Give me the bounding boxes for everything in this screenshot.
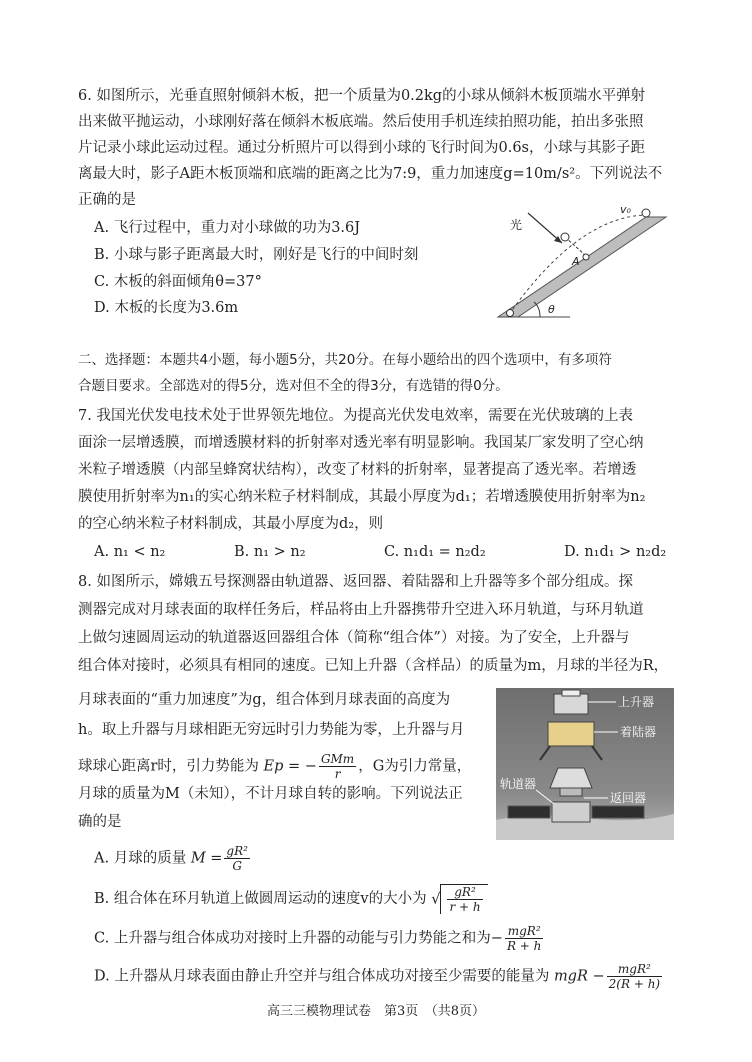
q8-line-3: 上做匀速圆周运动的轨道器返回器组合体（简称“组合体”）对接。为了安全，上升器与 — [78, 630, 630, 646]
q8-option-c-den: R + h — [506, 939, 542, 953]
q8-option-c-sign: − — [490, 930, 503, 947]
q8-option-d-fraction — [607, 962, 662, 991]
q6-line-3: 片记录小球此运动过程。通过分析照片可以得到小球的飞行时间为0.6s，小球与其影子距 — [78, 140, 645, 156]
q8-line-6: h。取上升器与月球相距无穷远时引力势能为零，上升器与月 — [78, 722, 465, 738]
ep-formula-fraction — [319, 752, 356, 781]
q8-option-b — [94, 884, 488, 914]
q7-line-2: 面涂一层增透膜，而增透膜材料的折射率对透光率有明显影响。我国某厂家发明了空心纳 — [78, 435, 644, 451]
q8-option-c-num: mgR² — [505, 924, 543, 939]
q8-option-d-lhs: mgR − — [553, 968, 605, 985]
q7-choice-b: B. n₁ > n₂ — [234, 544, 306, 560]
ep-formula-prefix: Ep = − — [263, 758, 317, 775]
q7-choice-a: A. n₁ < n₂ — [94, 544, 166, 560]
q8-line-5: 月球表面的“重力加速度”为g，组合体到月球表面的高度为 — [78, 692, 451, 708]
ball-mid — [561, 233, 569, 241]
lander-body — [548, 722, 594, 746]
label-orbiter: 轨道器 — [500, 777, 537, 791]
section-2-line-1: 二、选择题：本题共4小题，每小题5分，共20分。在每小题给出的四个选项中，有多项符 — [78, 352, 612, 368]
ascender-body — [554, 694, 588, 714]
q6-line-1: 6. 如图所示，光垂直照射倾斜木板，把一个质量为0.2kg的小球从倾斜木板顶端水平弹射 — [78, 88, 646, 104]
ep-num: GMm — [320, 752, 355, 766]
page-footer: 高三三模物理试卷 第3页 （共8页） — [266, 1004, 486, 1019]
q8-line-9: 确的是 — [78, 814, 122, 830]
returner-base — [560, 788, 582, 796]
orbiter-body — [552, 802, 590, 822]
q8-option-a-lhs: M = — [190, 850, 223, 867]
label-returner: 返回器 — [610, 791, 647, 805]
q6-incline-figure — [490, 205, 670, 325]
q8-line-2: 测器完成对月球表面的取样任务后，样品将由上升器携带升空进入环月轨道，与环月轨道 — [78, 602, 644, 618]
q8-option-a-den: G — [232, 859, 242, 873]
label-lander: 着陆器 — [620, 725, 657, 739]
q8-option-a — [94, 844, 252, 873]
q8-line-1: 8. 如图所示，嫦娥五号探测器由轨道器、返回器、着陆器和上升器等多个部分组成。探 — [78, 574, 633, 590]
q6-option-b: B. 小球与影子距离最大时，刚好是飞行的中间时刻 — [94, 247, 419, 263]
q8-line-8: 月球的质量为M（未知），不计月球自转的影响。下列说法正 — [78, 786, 463, 802]
q8-option-c — [94, 924, 545, 953]
q7-line-3: 米粒子增透膜（内部呈蜂窝状结构），改变了材料的折射率，显著提高了透光率。若增透 — [78, 462, 637, 478]
ascender-top — [562, 690, 580, 696]
shadow-a — [583, 254, 589, 260]
q6-line-5: 正确的是 — [78, 192, 136, 208]
v0-label: v₀ — [620, 205, 631, 216]
q8-line-7 — [78, 752, 471, 781]
q6-line-2: 出来做平抛运动，小球刚好落在倾斜木板底端。然后使用手机连续拍照功能，拍出多张照 — [78, 114, 644, 130]
solar-panel-l — [508, 806, 550, 818]
q8-option-d-den: 2(R + h) — [608, 977, 661, 991]
q8-option-c-fraction — [505, 924, 543, 953]
q8-option-b-fraction — [447, 885, 482, 914]
theta-label: θ — [548, 303, 555, 316]
ball-bottom — [507, 310, 514, 317]
returner-capsule — [550, 768, 592, 788]
ep-den: r — [334, 767, 341, 781]
label-ascender: 上升器 — [618, 695, 655, 709]
q8-line-7-tail: ，G为引力常量， — [358, 758, 472, 775]
q8-line-4: 组合体对接时，必须具有相同的速度。已知上升器（含样品）的质量为m，月球的半径为R， — [78, 658, 669, 674]
q8-option-b-sqrt: √ $\frac{\text{gR²}}{r + h}$ — [431, 884, 487, 914]
q8-option-d-num: mgR² — [607, 962, 662, 977]
q8-option-a-text: A. 月球的质量 — [94, 850, 187, 867]
section-2-line-2: 合题目要求。全部选对的得5分，选对但不全的得3分，有选错的得0分。 — [78, 378, 509, 394]
q6-option-a: A. 飞行过程中，重力对小球做的功为3.6J — [94, 220, 361, 236]
q8-option-d — [94, 962, 664, 991]
incline-board — [498, 217, 666, 317]
light-label: 光 — [510, 218, 523, 232]
q8-option-b-den: r + h — [449, 900, 481, 914]
q6-option-c: C. 木板的斜面倾角θ=37° — [94, 274, 262, 290]
q8-line-7-text: 球球心距离r时，引力势能为 — [78, 758, 259, 775]
q6-line-4: 离最大时，影子A距木板顶端和底端的距离之比为7:9，重力加速度g=10m/s²。下列说法不 — [78, 166, 663, 182]
q8-option-b-text: B. 组合体在环月轨道上做圆周运动的速度v的大小为 — [94, 891, 427, 907]
q8-option-d-text: D. 上升器从月球表面由静止升空并与组合体成功对接至少需要的能量为 — [94, 968, 550, 985]
q8-option-b-num: gR² — [447, 885, 482, 900]
q7-choice-c: C. n₁d₁ = n₂d₂ — [384, 544, 486, 560]
solar-panel-r — [592, 806, 644, 818]
chang-e-5-figure — [496, 688, 674, 840]
q7-choice-d: D. n₁d₁ > n₂d₂ — [564, 544, 667, 560]
q8-option-a-num: gR² — [226, 844, 248, 858]
q7-line-4: 膜使用折射率为n₁的实心纳米粒子材料制成，其最小厚度为d₁；若增透膜使用折射率为n₂ — [78, 489, 646, 505]
q7-line-5: 的空心纳米粒子材料制成，其最小厚度为d₂，则 — [78, 516, 384, 532]
a-label: A — [572, 255, 580, 268]
q6-option-d: D. 木板的长度为3.6m — [94, 300, 239, 316]
q8-option-c-text: C. 上升器与组合体成功对接时上升器的动能与引力势能之和为 — [94, 930, 491, 947]
q8-option-a-fraction — [224, 844, 250, 873]
ball-top — [642, 209, 650, 217]
q7-line-1: 7. 我国光伏发电技术处于世界领先地位。为提高光伏发电效率，需要在光伏玻璃的上表 — [78, 408, 633, 424]
